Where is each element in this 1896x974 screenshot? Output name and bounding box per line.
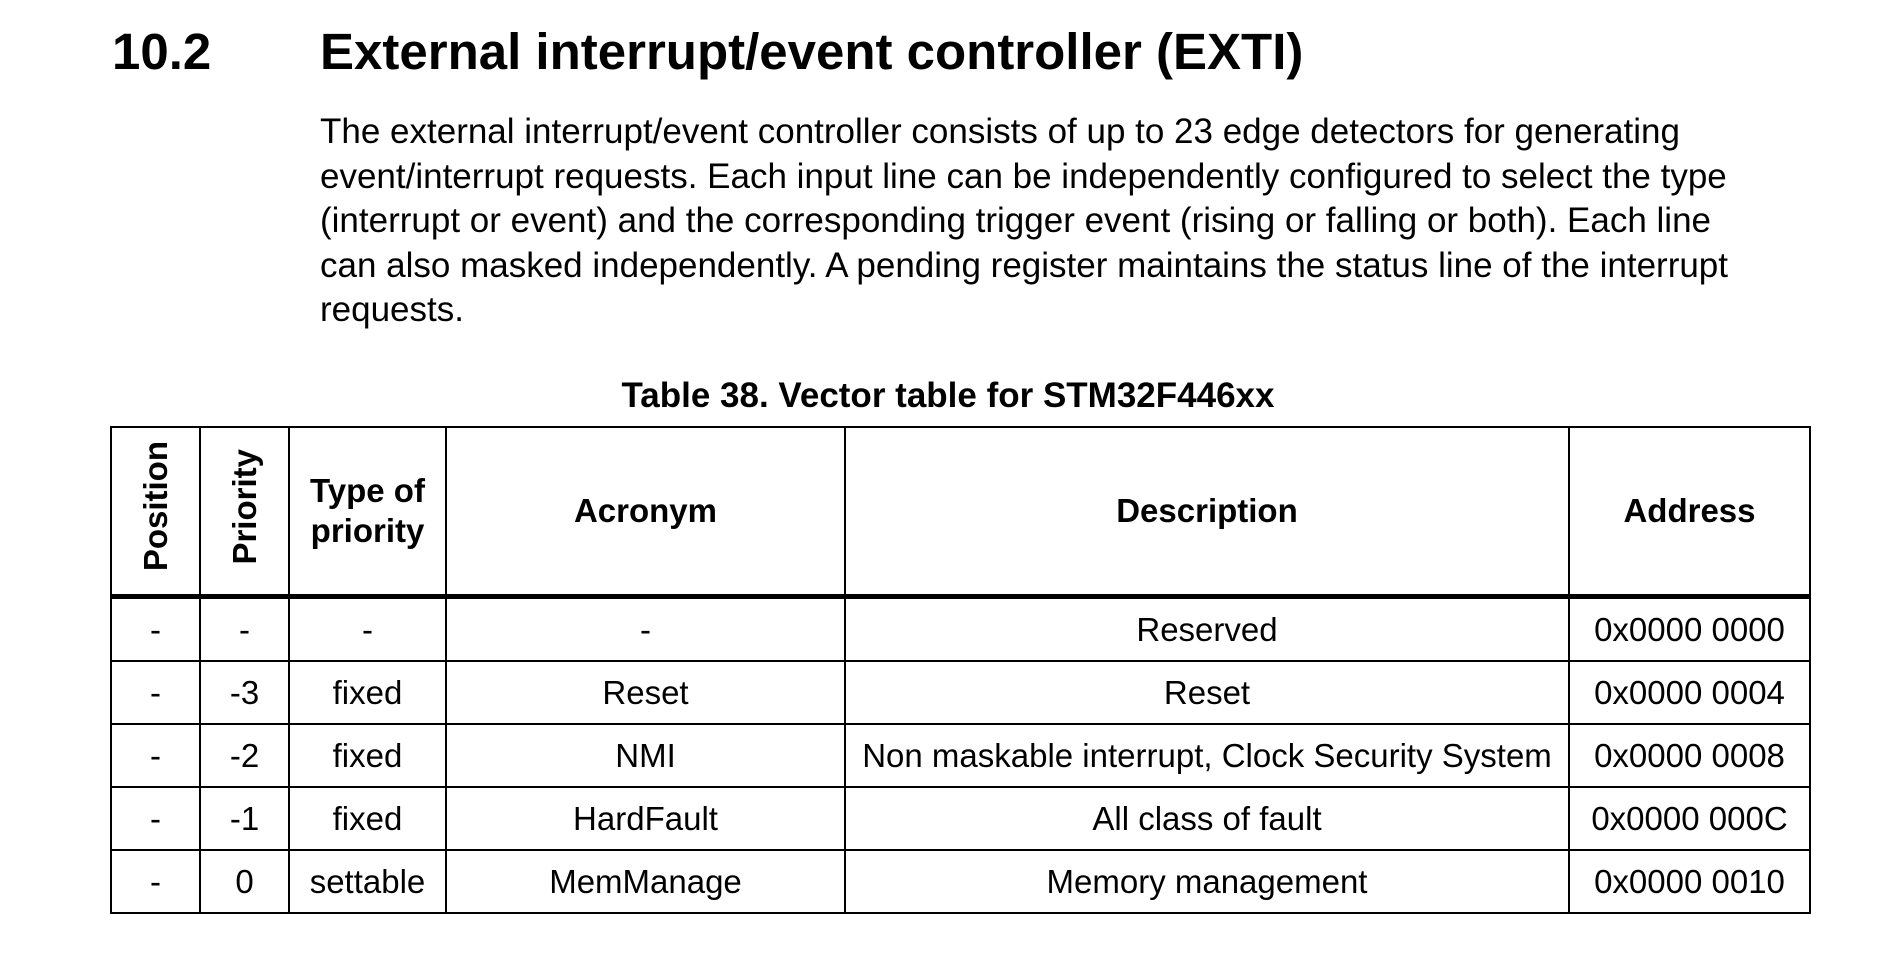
cell-priority: -2 bbox=[200, 724, 289, 787]
cell-type-of-priority: fixed bbox=[289, 724, 446, 787]
header-description: Description bbox=[845, 427, 1569, 597]
cell-position: - bbox=[111, 850, 200, 913]
header-type-line-2: priority bbox=[310, 512, 425, 549]
header-type-of-priority bbox=[289, 427, 446, 597]
cell-description: Reset bbox=[845, 661, 1569, 724]
body-line: The external interrupt/event controller consists of up to 23 edge detectors for generating bbox=[320, 112, 1680, 151]
cell-priority: 0 bbox=[200, 850, 289, 913]
cell-position: - bbox=[111, 787, 200, 850]
table-row bbox=[111, 597, 1810, 662]
table-row bbox=[111, 724, 1810, 787]
cell-acronym: HardFault bbox=[446, 787, 845, 850]
cell-description: Memory management bbox=[845, 850, 1569, 913]
section-body bbox=[320, 110, 1820, 333]
cell-type-of-priority: - bbox=[289, 597, 446, 662]
header-acronym: Acronym bbox=[446, 427, 845, 597]
cell-type-of-priority: settable bbox=[289, 850, 446, 913]
cell-priority: -3 bbox=[200, 661, 289, 724]
header-position-label: Position bbox=[136, 441, 174, 572]
body-line: event/interrupt requests. Each input line can be independently configured to select the type bbox=[320, 156, 1727, 196]
header-type-line-1: Type of bbox=[310, 472, 425, 509]
header-address: Address bbox=[1569, 427, 1810, 597]
cell-address: 0x0000 0000 bbox=[1569, 597, 1810, 662]
cell-acronym: NMI bbox=[446, 724, 845, 787]
section-number: 10.2 bbox=[112, 23, 212, 80]
header-priority-label: Priority bbox=[225, 448, 263, 565]
body-line: (interrupt or event) and the corresponding trigger event (rising or falling or both). Each line bbox=[320, 201, 1712, 240]
header-priority bbox=[200, 427, 289, 597]
vector-table bbox=[110, 426, 1811, 914]
table-caption: Table 38. Vector table for STM32F446xx bbox=[621, 376, 1275, 415]
table-row bbox=[111, 661, 1810, 724]
cell-description: All class of fault bbox=[845, 787, 1569, 850]
cell-address: 0x0000 0010 bbox=[1569, 850, 1810, 913]
cell-type-of-priority: fixed bbox=[289, 661, 446, 724]
body-line: requests. bbox=[320, 290, 464, 329]
cell-description: Non maskable interrupt, Clock Security System bbox=[845, 724, 1569, 787]
cell-address: 0x0000 0004 bbox=[1569, 661, 1810, 724]
table-header-row bbox=[111, 427, 1810, 597]
cell-position: - bbox=[111, 597, 200, 662]
cell-acronym: - bbox=[446, 597, 845, 662]
cell-position: - bbox=[111, 661, 200, 724]
cell-address: 0x0000 0008 bbox=[1569, 724, 1810, 787]
cell-position: - bbox=[111, 724, 200, 787]
cell-priority: - bbox=[200, 597, 289, 662]
table-row bbox=[111, 850, 1810, 913]
section-title: External interrupt/event controller (EXTI) bbox=[320, 23, 1304, 80]
cell-description: Reserved bbox=[845, 597, 1569, 662]
cell-priority: -1 bbox=[200, 787, 289, 850]
cell-address: 0x0000 000C bbox=[1569, 787, 1810, 850]
body-line: can also masked independently. A pending register maintains the status line of the interrupt bbox=[320, 245, 1728, 285]
table-row bbox=[111, 787, 1810, 850]
cell-acronym: Reset bbox=[446, 661, 845, 724]
cell-acronym: MemManage bbox=[446, 850, 845, 913]
header-position bbox=[111, 427, 200, 597]
cell-type-of-priority: fixed bbox=[289, 787, 446, 850]
